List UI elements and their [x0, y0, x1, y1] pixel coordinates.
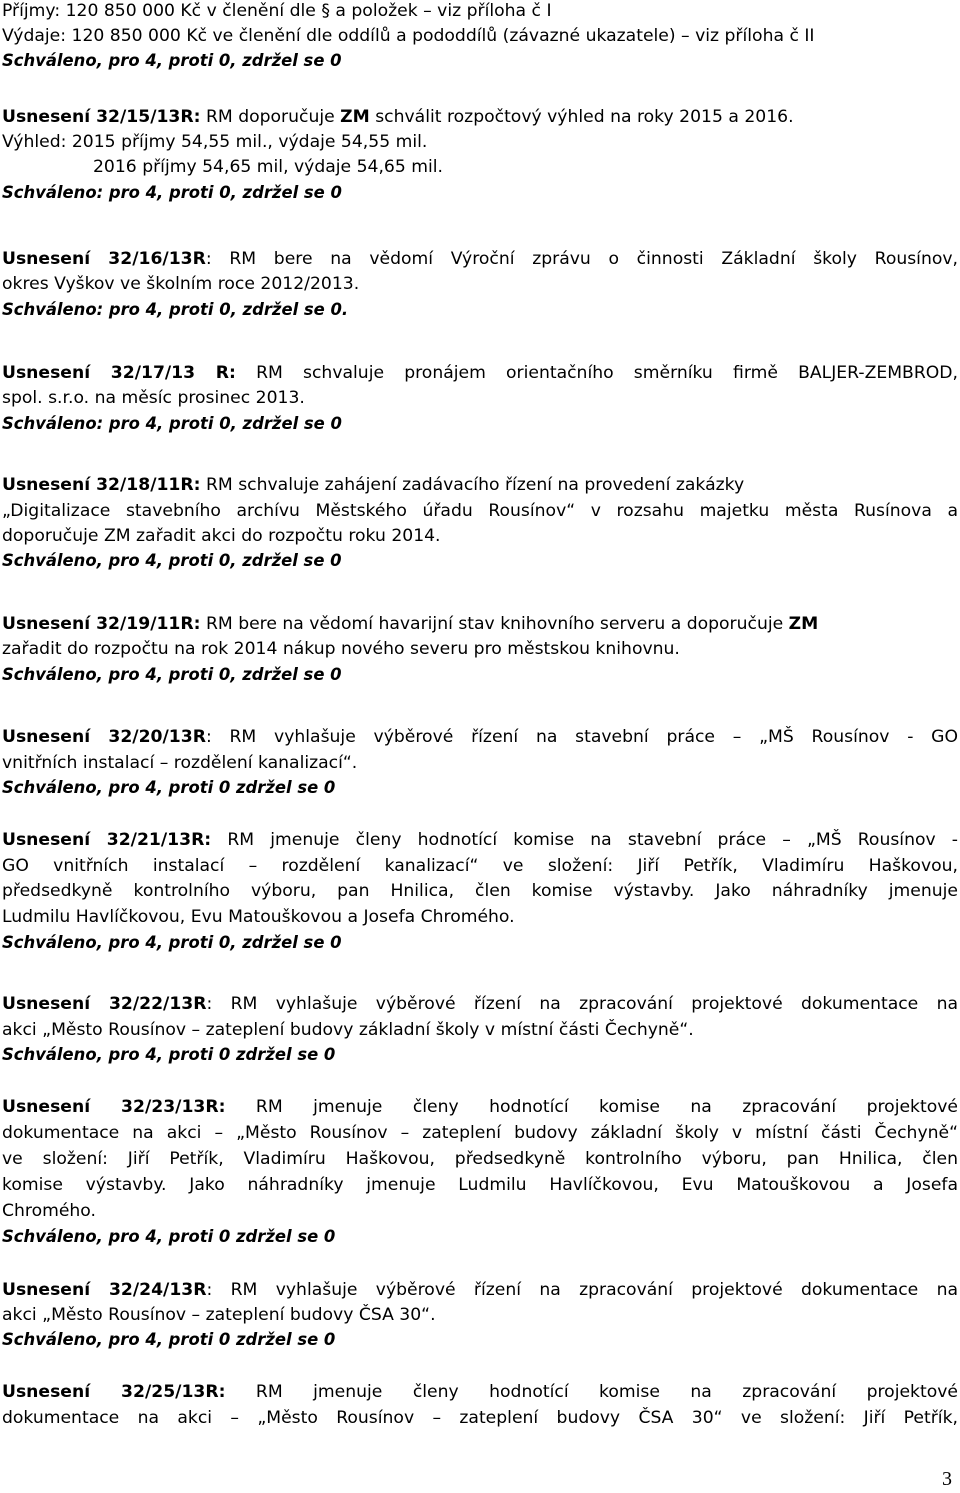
resolution-text: vnitřních instalací – rozdělení kanalizací“. [2, 753, 358, 773]
vote-result: Schváleno, pro 4, proti 0, zdržel se 0 [2, 665, 342, 684]
vote-result: Schváleno, pro 4, proti 0, zdržel se 0 [2, 51, 342, 70]
resolution-text: zařadit do rozpočtu na rok 2014 nákup nového severu pro městskou knihovnu. [2, 639, 680, 659]
resolution-32-21: Usnesení 32/21/13R: RM jmenuje členy hodnotící komise na stavební práce – „MŠ Rousínov - [2, 830, 958, 850]
resolution-text: dokumentace na akci – „Město Rousínov – zateplení budovy ČSA 30“ ve složení: Jiří Petřík, [2, 1408, 958, 1428]
vote-result: Schváleno, pro 4, proti 0 zdržel se 0 [2, 778, 336, 797]
resolution-32-24: Usnesení 32/24/13R: RM vyhlašuje výběrové řízení na zpracování projektové dokumentace na [2, 1280, 959, 1300]
resolution-label: Usnesení 32/25/13R: [2, 1382, 226, 1402]
vote-result: Schváleno, pro 4, proti 0 zdržel se 0 [2, 1045, 336, 1064]
resolution-text: komise výstavby. Jako náhradníky jmenuje Ludmilu Havlíčkovou, Evu Matouškovou a Josefa [2, 1175, 958, 1195]
resolution-label: Usnesení 32/20/13R [2, 727, 206, 747]
resolution-text: doporučuje ZM zařadit akci do rozpočtu roku 2014. [2, 526, 441, 546]
resolution-32-20: Usnesení 32/20/13R: RM vyhlašuje výběrové řízení na stavební práce – „MŠ Rousínov - GO [2, 727, 959, 747]
resolution-text: okres Vyškov ve školním roce 2012/2013. [2, 274, 360, 294]
resolution-label: Usnesení 32/21/13R: [2, 830, 212, 850]
resolution-text: ve složení: Jiří Petřík, Vladimíru Haškovou, předsedkyně kontrolního výboru, pan Hnilica, člen [2, 1149, 958, 1169]
resolution-32-15: Usnesení 32/15/13R: RM doporučuje ZM schválit rozpočtový výhled na roky 2015 a 2016. [2, 107, 794, 127]
resolution-32-16: Usnesení 32/16/13R: RM bere na vědomí Výroční zprávu o činnosti Základní školy Rousínov, [2, 249, 958, 269]
resolution-text: GO vnitřních instalací – rozdělení kanalizací“ ve složení: Jiří Petřík, Vladimíru Haškovou, [2, 856, 958, 876]
resolution-32-17: Usnesení 32/17/13 R: RM schvaluje pronájem orientačního směrníku firmě BALJER-ZEMBROD, [2, 363, 958, 383]
resolution-text: akci „Město Rousínov – zateplení budovy základní školy v místní části Čechyně“. [2, 1020, 694, 1040]
outlook-line-2015: Výhled: 2015 příjmy 54,55 mil., výdaje 54,55 mil. [2, 132, 428, 152]
resolution-label: Usnesení 32/24/13R [2, 1280, 207, 1300]
vote-result: Schváleno, pro 4, proti 0, zdržel se 0 [2, 933, 342, 952]
resolution-label: Usnesení 32/15/13R: [2, 107, 201, 127]
vote-result: Schváleno: pro 4, proti 0, zdržel se 0 [2, 414, 342, 433]
expenditure-line: Výdaje: 120 850 000 Kč ve členění dle oddílů a pododdílů (závazné ukazatele) – viz příloha č II [2, 26, 815, 46]
vote-result: Schváleno, pro 4, proti 0 zdržel se 0 [2, 1330, 336, 1349]
revenue-line: Příjmy: 120 850 000 Kč v členění dle § a položek – viz příloha č I [2, 1, 552, 21]
vote-result: Schváleno, pro 4, proti 0 zdržel se 0 [2, 1227, 336, 1246]
resolution-label: Usnesení 32/16/13R [2, 249, 206, 269]
vote-result: Schváleno, pro 4, proti 0, zdržel se 0 [2, 551, 342, 570]
resolution-text: spol. s.r.o. na měsíc prosinec 2013. [2, 388, 305, 408]
resolution-label: Usnesení 32/22/13R [2, 994, 207, 1014]
resolution-32-23: Usnesení 32/23/13R: RM jmenuje členy hodnotící komise na zpracování projektové [2, 1097, 958, 1117]
resolution-32-25: Usnesení 32/25/13R: RM jmenuje členy hodnotící komise na zpracování projektové [2, 1382, 958, 1402]
vote-result: Schváleno: pro 4, proti 0, zdržel se 0. [2, 300, 349, 319]
page-number: 3 [942, 1468, 952, 1490]
resolution-32-19: Usnesení 32/19/11R: RM bere na vědomí havarijní stav knihovního serveru a doporučuje ZM [2, 614, 819, 634]
resolution-text: „Digitalizace stavebního archívu Městského úřadu Rousínov“ v rozsahu majetku města Rusínova a [2, 501, 958, 521]
resolution-label: Usnesení 32/19/11R: [2, 614, 201, 634]
resolution-label: Usnesení 32/23/13R: [2, 1097, 226, 1117]
outlook-line-2016: 2016 příjmy 54,65 mil, výdaje 54,65 mil. [93, 157, 444, 177]
vote-result: Schváleno: pro 4, proti 0, zdržel se 0 [2, 183, 342, 202]
resolution-label: Usnesení 32/18/11R: [2, 475, 201, 495]
resolution-text: akci „Město Rousínov – zateplení budovy ČSA 30“. [2, 1305, 436, 1325]
resolution-label: Usnesení 32/17/13 R: [2, 363, 236, 383]
resolution-text: Ludmilu Havlíčkovou, Evu Matouškovou a Josefa Chromého. [2, 907, 515, 927]
resolution-32-18: Usnesení 32/18/11R: RM schvaluje zahájení zadávacího řízení na provedení zakázky [2, 475, 745, 495]
resolution-text: dokumentace na akci – „Město Rousínov – zateplení budovy základní školy v místní části Čechyně“ [2, 1123, 958, 1143]
resolution-text: Chromého. [2, 1201, 96, 1221]
resolution-text: předsedkyně kontrolního výboru, pan Hnilica, člen komise výstavby. Jako náhradníky jmenuje [2, 881, 958, 901]
resolution-32-22: Usnesení 32/22/13R: RM vyhlašuje výběrové řízení na zpracování projektové dokumentace na [2, 994, 959, 1014]
